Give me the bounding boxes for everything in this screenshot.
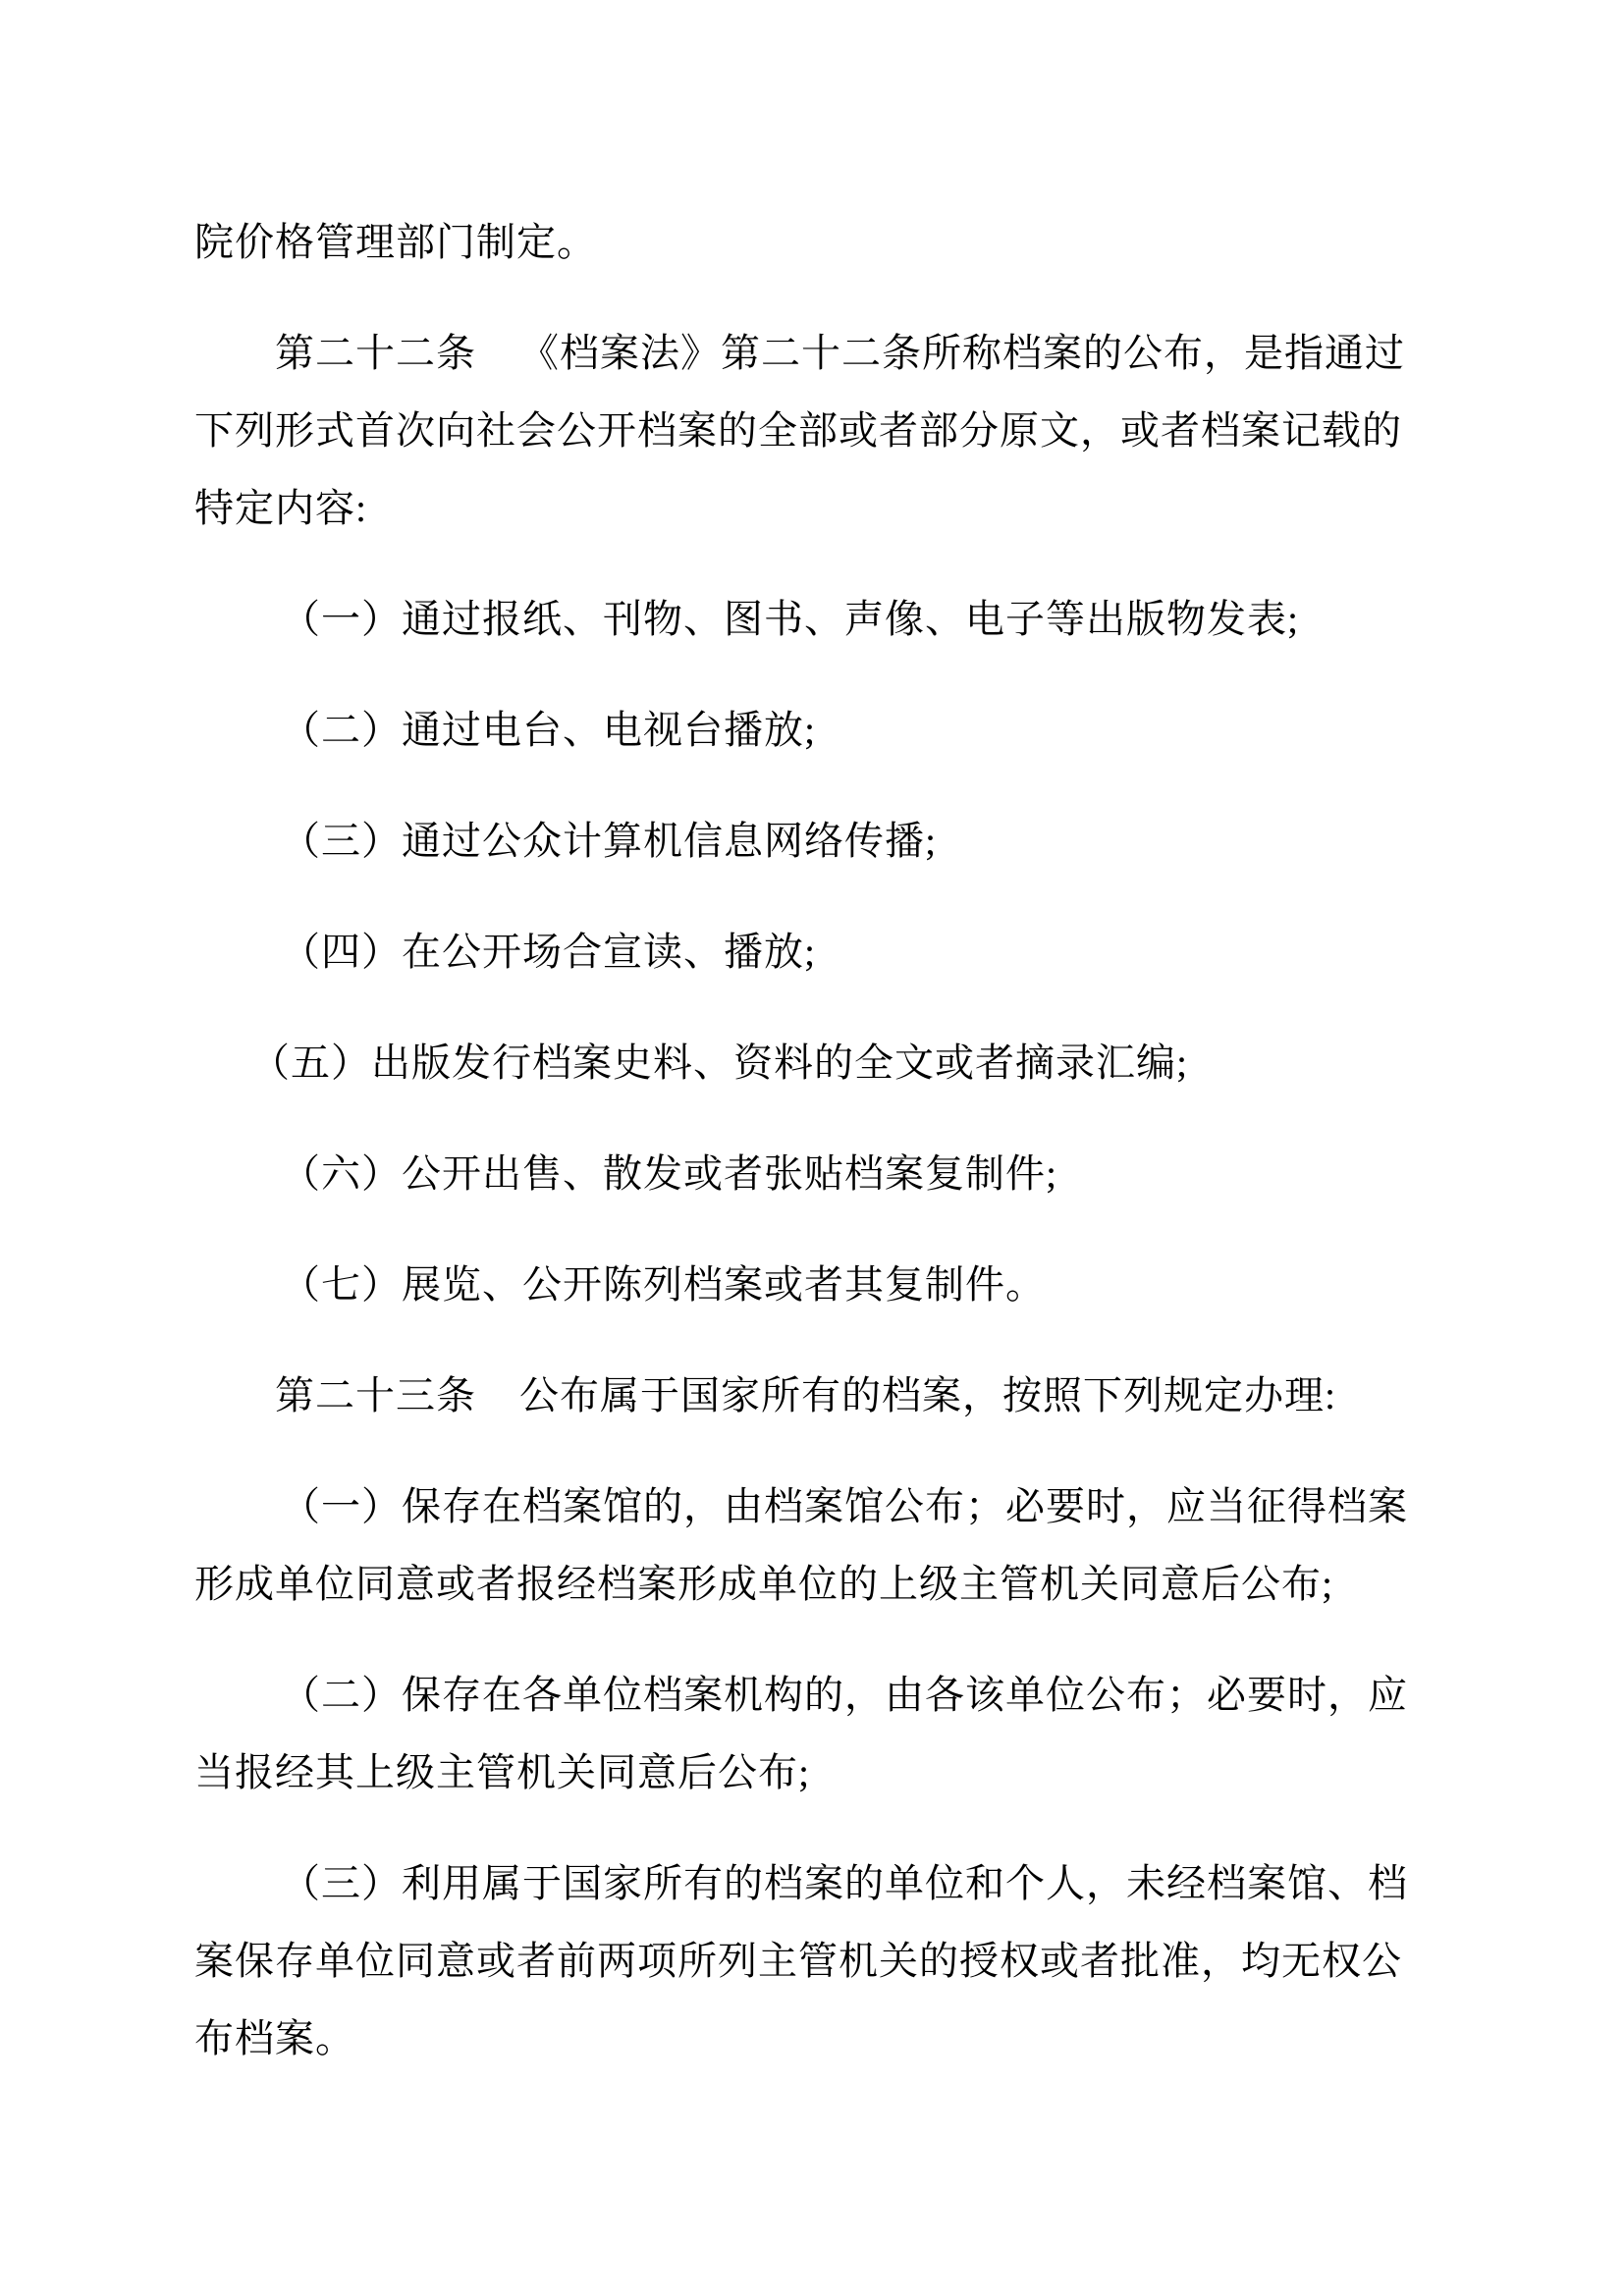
text-line: （一）保存在档案馆的，由档案馆公布；必要时，应当征得档案 [281,1484,1408,1528]
article-number: 第二十二条 [275,331,476,375]
text-line: 《档案法》第二十二条所称档案的公布，是指通过 [519,331,1405,375]
text-line: （三）利用属于国家所有的档案的单位和个人，未经档案馆、档 [281,1861,1408,1905]
paragraph [194,1656,1451,1811]
paragraph [194,1246,1451,1323]
text-line: 院价格管理部门制定。 [194,220,597,264]
paragraph [194,1024,1451,1101]
text-line: （四）在公开场合宣读、播放; [281,930,817,974]
paragraph [194,1468,1451,1623]
text-line: （二）通过电台、电视台播放; [281,708,817,752]
text-line: （五）出版发行档案史料、资料的全文或者摘录汇编; [250,1041,1189,1085]
paragraph [194,203,1451,281]
text-line: （三）通过公众计算机信息网络传播; [281,819,938,863]
text-line: 特定内容: [194,486,368,530]
text-line: 公布属于国家所有的档案，按照下列规定办理: [519,1373,1337,1417]
text-line: 当报经其上级主管机关同意后公布; [194,1750,811,1794]
paragraph [194,580,1451,658]
paragraph [194,691,1451,769]
paragraph [194,802,1451,880]
paragraph [194,913,1451,990]
text-line: （七）展览、公开陈列档案或者其复制件。 [281,1262,1046,1307]
paragraph [194,1844,1451,2077]
text-line: （二）保存在各单位档案机构的，由各该单位公布；必要时，应 [281,1673,1408,1717]
article-paragraph [194,1357,1451,1434]
text-line: 下列形式首次向社会公开档案的全部或者部分原文，或者档案记载的 [194,408,1402,453]
paragraph [194,1135,1451,1212]
text-line: 布档案。 [194,2016,355,2060]
text-line: 案保存单位同意或者前两项所列主管机关的授权或者批准，均无权公 [194,1939,1402,1983]
article-number: 第二十三条 [275,1373,476,1417]
text-line: （六）公开出售、散发或者张贴档案复制件; [281,1151,1058,1196]
document-body [194,203,1451,2110]
article-paragraph [194,314,1451,547]
text-line: （一）通过报纸、刊物、图书、声像、电子等出版物发表; [281,597,1300,641]
text-line: 形成单位同意或者报经档案形成单位的上级主管机关同意后公布; [194,1562,1334,1606]
